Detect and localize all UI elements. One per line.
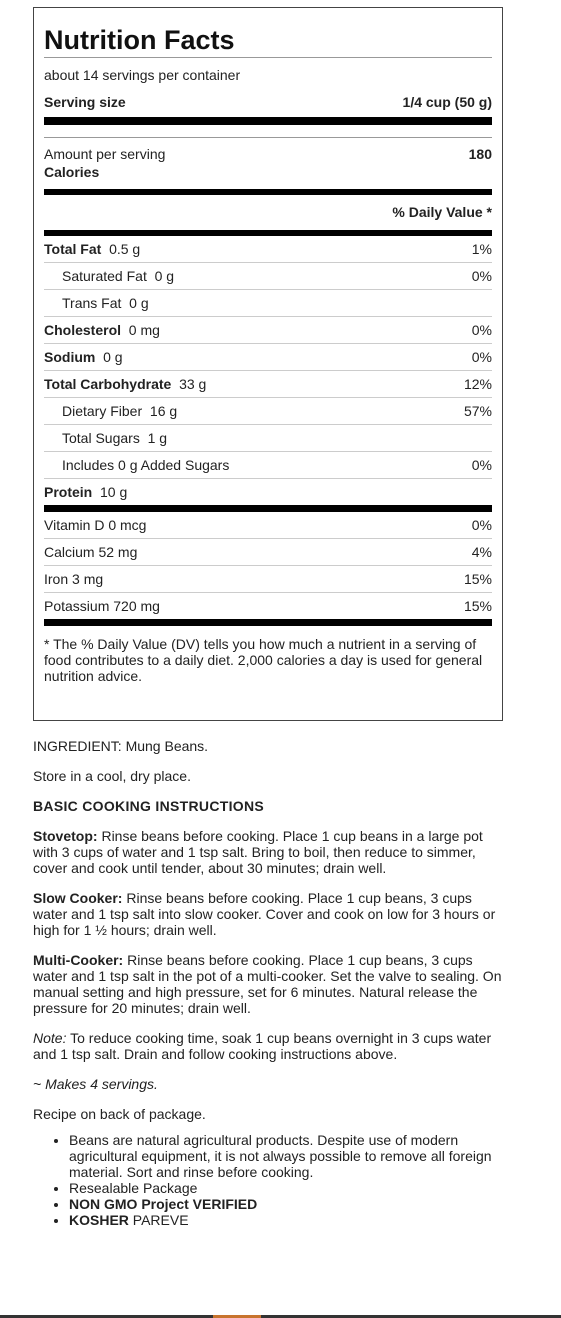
kosher-text: KOSHER [69, 1212, 129, 1228]
list-item [69, 1196, 503, 1212]
vitamin-list [44, 512, 492, 619]
nutrient-row [44, 425, 492, 452]
list-item [69, 1180, 503, 1196]
calories-label: Calories [44, 164, 100, 180]
vitamin-row [44, 593, 492, 619]
nutrient-amount: 16 g [149, 403, 178, 419]
servings-per-container: about 14 servings per container [44, 67, 241, 83]
nutrient-dv: 0% [471, 322, 492, 338]
vitamin-name: Iron 3 mg [44, 571, 104, 587]
vitamin-row [44, 539, 492, 566]
nutrient-name: Includes 0 g Added Sugars [62, 457, 230, 473]
daily-value-footnote: * The % Daily Value (DV) tells you how much a nutrient in a serving of food contributes to a daily diet. 2,000 calories a day is used for general nutrition advice. [44, 636, 483, 684]
vitamin-dv: 15% [463, 571, 492, 587]
nutrient-amount: 10 g [100, 484, 128, 500]
feature-list [33, 1132, 503, 1228]
nutrient-amount: 33 g [179, 376, 207, 392]
nutrient-amount: 0 g [129, 295, 149, 311]
thick-divider [44, 619, 492, 626]
nutrient-dv: 57% [463, 403, 492, 419]
serving-size-label: Serving size [44, 94, 126, 110]
nutrient-name: Total Carbohydrate [44, 376, 172, 392]
nutrient-dv: 0% [471, 268, 492, 284]
list-item-text: Resealable Package [69, 1180, 198, 1196]
nutrient-row [44, 317, 492, 344]
slow-cooker-paragraph [33, 890, 503, 938]
vitamin-dv: 4% [471, 544, 492, 560]
nutrient-name: Sodium [44, 349, 96, 365]
nutrient-row [44, 236, 492, 263]
vitamin-name: Potassium 720 mg [44, 598, 160, 614]
daily-value-header: % Daily Value * [392, 204, 492, 220]
nutrient-amount: 1 g [147, 430, 168, 446]
nutrient-row [44, 398, 492, 425]
thick-divider [44, 505, 492, 512]
nutrient-list [44, 236, 492, 505]
nutrient-name: Saturated Fat [62, 268, 147, 284]
calories-value: 180 [468, 146, 492, 162]
nutrient-amount: 0 g [154, 268, 175, 284]
serving-size-row [44, 93, 492, 111]
nutrient-name: Protein [44, 484, 93, 500]
note-text: To reduce cooking time, soak 1 cup beans overnight in 3 cups water and 1 tsp salt. Drain and follow cooking instructions above. [33, 1030, 492, 1062]
note-label: Note: [33, 1030, 67, 1046]
nutrient-dv: 12% [463, 376, 492, 392]
slow-cooker-label: Slow Cooker: [33, 890, 123, 906]
label-title: Nutrition Facts [44, 25, 235, 55]
product-info [33, 738, 503, 1228]
nutrient-name: Total Sugars [62, 430, 140, 446]
vitamin-row [44, 566, 492, 593]
divider [44, 137, 492, 138]
calories-block [44, 145, 492, 189]
slow-cooker-text: Rinse beans before cooking. Place 1 cup beans, 3 cups water and 1 tsp salt into slow cooker. Cover and cook on low for 3 hours or high for 1 ½ hours; drain well. [33, 890, 496, 938]
divider [44, 57, 492, 58]
vitamin-dv: 0% [471, 517, 492, 533]
nutrient-name: Total Fat [44, 241, 102, 257]
nutrition-facts-label [33, 7, 503, 721]
vitamin-name: Vitamin D 0 mcg [44, 517, 147, 533]
stovetop-paragraph [33, 828, 503, 876]
nutrient-dv: 0% [471, 457, 492, 473]
nutrient-amount: 0 g [103, 349, 123, 365]
multi-cooker-label: Multi-Cooker: [33, 952, 124, 968]
storage-text: Store in a cool, dry place. [33, 768, 191, 784]
list-item-text: Beans are natural agricultural products. Despite use of modern agricultural equipment, it is not always possible to remove all foreign material. Sort and rinse before cooking. [69, 1132, 492, 1180]
pareve-text: PAREVE [128, 1212, 189, 1228]
nutrient-row [44, 452, 492, 479]
multi-cooker-paragraph [33, 952, 503, 1016]
nutrient-name: Cholesterol [44, 322, 122, 338]
multi-cooker-text: Rinse beans before cooking. Place 1 cup beans, 3 cups water and 1 tsp salt in the pot of a multi-cooker. Set the valve to sealing. On manual setting and high pressure, set for 6 minutes. Natural release the pressure for 20 minutes; drain well. [33, 952, 502, 1016]
nutrient-dv: 0% [471, 349, 492, 365]
nutrient-dv: 1% [471, 241, 492, 257]
vitamin-dv: 15% [463, 598, 492, 614]
serving-size-value: 1/4 cup (50 g) [402, 94, 492, 110]
stovetop-text: Rinse beans before cooking. Place 1 cup beans in a large pot with 3 cups of water and 1 tsp salt. Bring to boil, then reduce to simmer, cover and cook until tender, about 30 minutes; drain well. [33, 828, 483, 876]
nutrient-amount: 0 mg [128, 322, 160, 338]
list-item-text: NON GMO Project VERIFIED [69, 1196, 258, 1212]
list-item [69, 1132, 503, 1180]
ingredient-text: INGREDIENT: Mung Beans. [33, 738, 209, 754]
recipe-note: Recipe on back of package. [33, 1106, 206, 1122]
note-paragraph [33, 1030, 503, 1062]
cooking-heading: BASIC COOKING INSTRUCTIONS [33, 798, 265, 814]
makes-servings: ~ Makes 4 servings. [33, 1076, 158, 1092]
nutrient-name: Dietary Fiber [62, 403, 143, 419]
nutrient-row [44, 371, 492, 398]
nutrient-row [44, 263, 492, 290]
nutrient-row [44, 479, 492, 505]
thick-divider [44, 117, 492, 125]
list-item [69, 1212, 503, 1228]
nutrient-name: Trans Fat [62, 295, 122, 311]
vitamin-row [44, 512, 492, 539]
amount-per-serving: Amount per serving [44, 146, 166, 162]
nutrient-amount: 0.5 g [109, 241, 141, 257]
stovetop-label: Stovetop: [33, 828, 98, 844]
nutrient-row [44, 290, 492, 317]
nutrient-row [44, 344, 492, 371]
vitamin-name: Calcium 52 mg [44, 544, 138, 560]
